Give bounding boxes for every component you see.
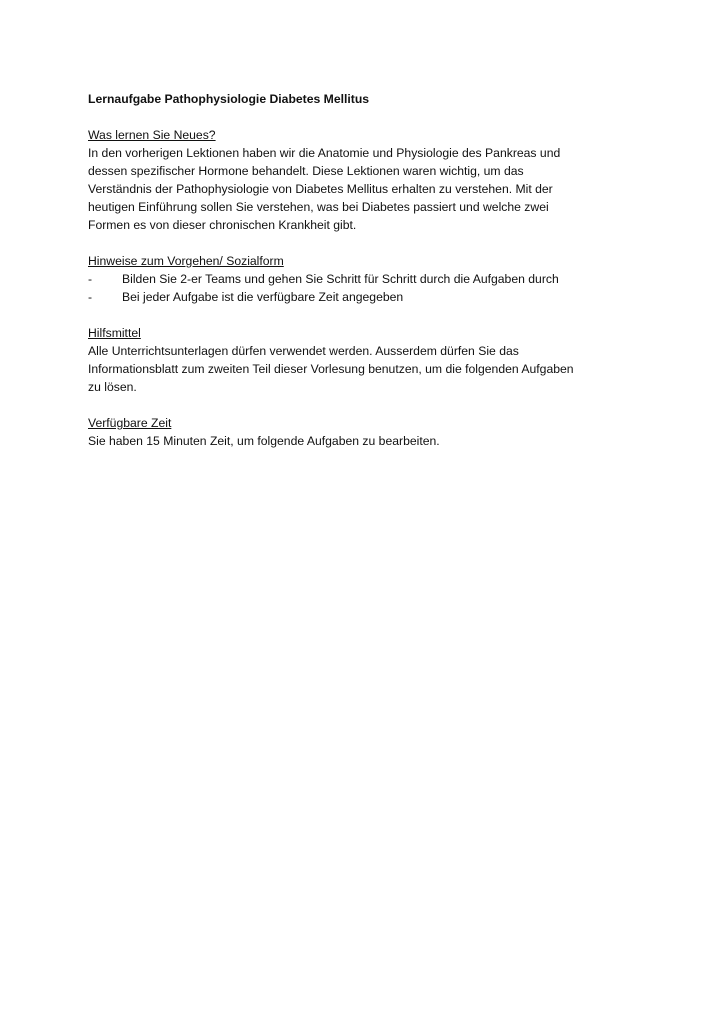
list-item-text: Bilden Sie 2-er Teams und gehen Sie Schritt für Schritt durch die Aufgaben durch (122, 272, 559, 286)
section-hinweise-zum-vorgehen (88, 252, 648, 306)
paragraph-line: Formen es von dieser chronischen Krankheit gibt. (88, 218, 357, 232)
bullet-list (88, 270, 648, 306)
paragraph-line: dessen spezifischer Hormone behandelt. Diese Lektionen waren wichtig, um das (88, 164, 524, 178)
paragraph-line: Alle Unterrichtsunterlagen dürfen verwendet werden. Ausserdem dürfen Sie das (88, 344, 519, 358)
document-title: Lernaufgabe Pathophysiologie Diabetes Mellitus (88, 92, 370, 106)
section-verfuegbare-zeit (88, 414, 648, 450)
paragraph-line: zu lösen. (88, 380, 137, 394)
list-item-text: Bei jeder Aufgabe ist die verfügbare Zeit angegeben (122, 290, 404, 304)
list-item (88, 288, 648, 306)
dash-marker: - (88, 290, 93, 304)
paragraph-line: Verständnis der Pathophysiologie von Diabetes Mellitus erhalten zu verstehen. Mit der (88, 182, 553, 196)
paragraph-line: heutigen Einführung sollen Sie verstehen, was bei Diabetes passiert und welche zwei (88, 200, 549, 214)
section-was-lernen-sie-neues (88, 126, 648, 234)
paragraph-line: Sie haben 15 Minuten Zeit, um folgende Aufgaben zu bearbeiten. (88, 434, 440, 448)
paragraph-line: Informationsblatt zum zweiten Teil dieser Vorlesung benutzen, um die folgenden Aufgaben (88, 362, 574, 376)
section-heading: Was lernen Sie Neues? (88, 128, 216, 142)
section-heading: Hinweise zum Vorgehen/ Sozialform (88, 254, 284, 268)
section-heading: Hilfsmittel (88, 326, 141, 340)
paragraph-line: In den vorherigen Lektionen haben wir die Anatomie und Physiologie des Pankreas und (88, 146, 561, 160)
section-heading: Verfügbare Zeit (88, 416, 172, 430)
dash-marker: - (88, 272, 93, 286)
document-content (88, 90, 648, 468)
list-item (88, 270, 648, 288)
section-hilfsmittel (88, 324, 648, 396)
